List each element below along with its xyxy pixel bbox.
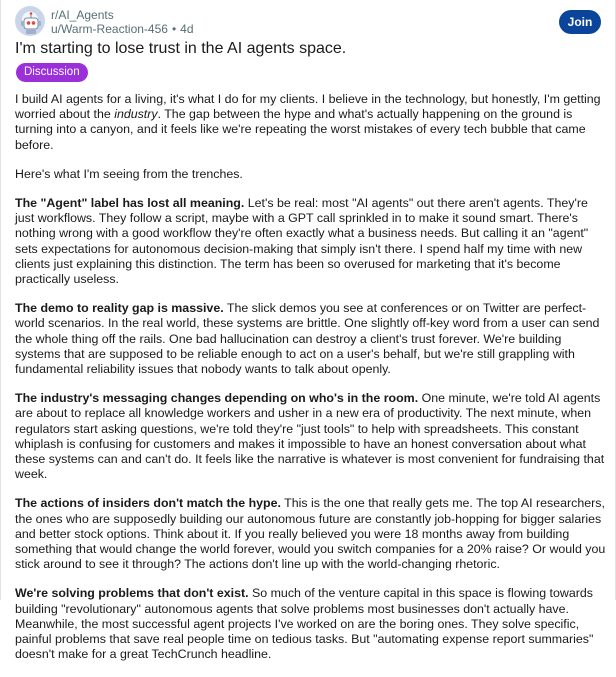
point-heading: The actions of insiders don't match the hype. (15, 496, 281, 511)
point-text: One minute, we're told AI agents are about to replace all knowledge workers and usher in a new era of productivity. The next minute, when regulators start asking questions, we're told they're "just tools" to help with spreadsheets. This constant whiplash is confusing for customers and makes it impossible to have an honest conversation about what these systems can and can't do. It feels like the narrative is whatever is most convenient for fundraising that week. (15, 391, 605, 482)
point-heading: The industry's messaging changes depending on who's in the room. (15, 391, 419, 406)
point-paragraph (15, 196, 607, 287)
meta-separator: • (171, 22, 177, 36)
robot-icon (16, 7, 46, 37)
point-text: The slick demos you see at conferences or on Twitter are perfect-world scenarios. In the real world, these systems are brittle. One slightly off-key word from a user can send the whole thing off the rails. One bad hallucination can destroy a client's trust forever. We're building systems that are supposed to be reliable enough to act on a user's behalf, but we're still grappling with fundamental reliability issues that nobody wants to talk about openly. (15, 301, 600, 377)
point-text: So much of the venture capital in this space is flowing towards building "revolutionary" autonomous agents that solve problems most businesses don't actually have. Meanwhile, the most successful agent projects I've worked on are the boring ones. They solve specific, painful problems that save real people time on tedious tasks. But "automating expense report summaries" doesn't make for a great TechCrunch headline. (15, 586, 594, 662)
point-paragraph (15, 496, 607, 572)
point-heading: The "Agent" label has lost all meaning. (15, 196, 245, 211)
subreddit-name[interactable]: r/AI_Agents (51, 8, 114, 22)
point-paragraph (15, 391, 607, 482)
post-header (15, 6, 603, 36)
post-age: 4d (180, 22, 194, 36)
point-heading: We're solving problems that don't exist. (15, 586, 249, 601)
post-title[interactable]: I'm starting to lose trust in the AI agents space. (15, 40, 347, 57)
point-heading: The demo to reality gap is massive. (15, 301, 224, 316)
join-button[interactable]: Join (559, 10, 601, 34)
intro-emphasis: industry (114, 107, 158, 122)
point-paragraph (15, 586, 607, 662)
intro-text: I build AI agents for a living, it's what I do for my clients. I believe in the technology, but honestly, I'm getting worried about the (15, 92, 601, 122)
post-meta (51, 22, 194, 36)
author-link[interactable]: u/Warm-Reaction-456 (51, 22, 168, 36)
intro-paragraph (15, 92, 607, 153)
subreddit-avatar[interactable] (15, 6, 45, 36)
post-body (15, 92, 607, 677)
point-text: Let's be real: most "AI agents" out there aren't agents. They're just workflows. They follow a script, maybe with a GPT call sprinkled in to make it sound smart. There's nothing wrong with a good workflow they're often exactly what a business needs. But calling it an "agent" sets expectations for autonomous decision-making that simply isn't there. I spend half my time with new clients just explaining this distinction. The term has been so overused for marketing that it's become practically useless. (15, 196, 589, 287)
flair-badge[interactable]: Discussion (16, 63, 88, 82)
intro-text-end: . The gap between the hype and what's actually happening on the ground is turning into a canyon, and it feels like we're repeating the worst mistakes of every tech bubble that came before. (15, 107, 586, 152)
point-paragraph (15, 301, 607, 377)
point-text: This is the one that really gets me. The top AI researchers, the ones who are supposedly building our autonomous future are constantly job-hopping for bigger salaries and better stock options. Think about it. If you really believed you were 18 months away from building something that would change the world forever, would you switch companies for a 20% raise? Or would you stick around to see it through? The actions don't line up with the world-changing rhetoric. (15, 496, 606, 572)
lead-paragraph: Here's what I'm seeing from the trenches. (15, 166, 243, 181)
